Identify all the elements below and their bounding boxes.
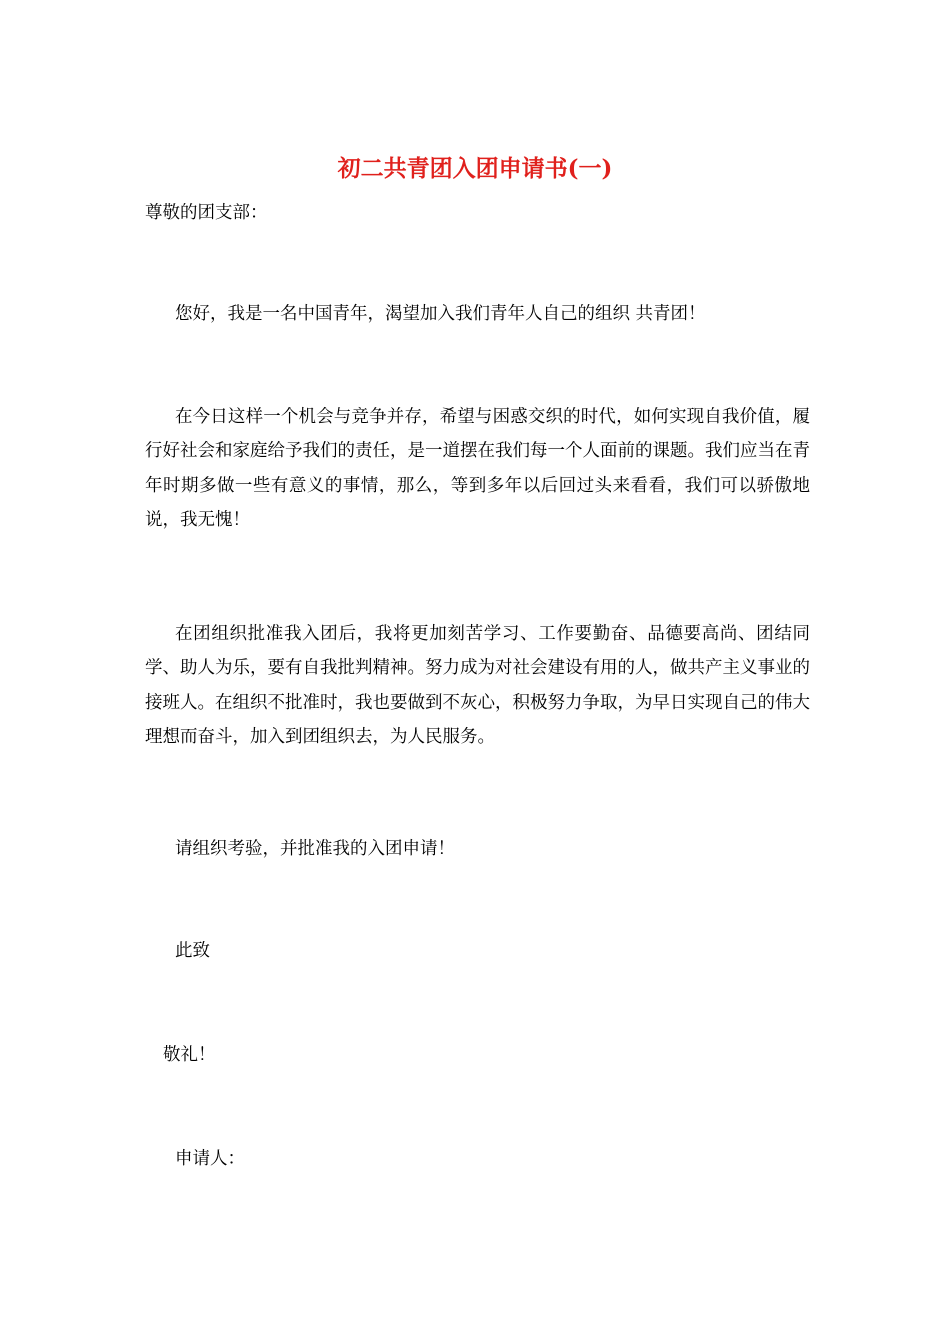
paragraph-greeting: 您好，我是一名中国青年，渴望加入我们青年人自己的组织 共青团！ — [175, 304, 706, 324]
paragraph-request: 请组织考验，并批准我的入团申请！ — [175, 839, 455, 859]
respect-text: 敬礼！ — [163, 1045, 216, 1065]
document-title: 初二共青团入团申请书(一) — [337, 155, 613, 182]
closing-text: 此致 — [175, 941, 210, 961]
salutation: 尊敬的团支部： — [145, 203, 268, 223]
paragraph-commitment: 在团组织批准我入团后，我将更加刻苦学习、工作要勤奋、品德要高尚、团结同学、助人为乐，要有自我批判精神。努力成为对社会建设有用的人，做共产主义事业的接班人。在组织不批准时，我也要做到不灰心，积极努力争取，为早日实现自己的伟大理想而奋斗，加入到团组织去，为人民服务。 — [145, 624, 810, 747]
paragraph-values: 在今日这样一个机会与竞争并存，希望与困惑交织的时代，如何实现自我价值，履行好社会和家庭给予我们的责任，是一道摆在我们每一个人面前的课题。我们应当在青年时期多做一些有意义的事情，那么，等到多年以后回过头来看看，我们可以骄傲地说，我无愧！ — [145, 407, 810, 530]
applicant-label: 申请人： — [175, 1149, 245, 1169]
